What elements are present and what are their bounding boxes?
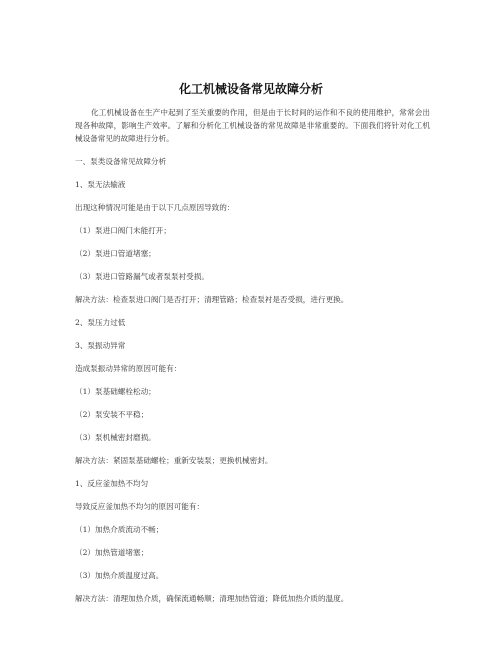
document-title: 化工机械设备常见故障分析 [178, 82, 323, 96]
list-item: （1）泵进口阀门未能打开； [75, 226, 171, 235]
body-text: 导致反应釜加热不均匀的原因可能有： [75, 502, 205, 511]
solution-text: 解决方法：紧固泵基础螺栓；重新安装泵；更换机械密封。 [75, 456, 273, 465]
list-item: （2）泵进口管道堵塞； [75, 249, 156, 258]
section-heading-pump: 一、泵类设备常见故障分析 [75, 157, 167, 166]
list-item: （2）加热管道堵塞； [75, 548, 149, 557]
item-heading: 1、泵无法输液 [75, 180, 126, 189]
list-item: （3）加热介质温度过高。 [75, 571, 164, 580]
body-text: 造成泵振动异常的原因可能有： [75, 364, 182, 373]
list-item: （3）泵机械密封磨损。 [75, 433, 156, 442]
body-text: 出现这种情况可能是由于以下几点原因导致的： [75, 203, 235, 212]
item-heading: 1、反应釜加热不均匀 [75, 479, 149, 488]
list-item: （1）加热介质流动不畅； [75, 525, 164, 534]
item-heading: 3、泵振动异常 [75, 341, 126, 350]
solution-text: 解决方法：清理加热介质，确保流通畅顺；清理加热管道；降低加热介质的温度。 [75, 594, 349, 603]
list-item: （1）泵基础螺栓松动； [75, 387, 156, 396]
intro-paragraph: 化工机械设备在生产中起到了至关重要的作用，但是由于长时间的运作和不良的使用维护，常常会出现各种故障，影响生产效率。了解和分析化工机械设备的常见故障是非常重要的。下面我们将针对化工机械设备常见的故障进行分析。 [75, 108, 430, 143]
solution-text: 解决方法：检查泵进口阀门是否打开；清理管路；检查泵衬是否受损，进行更换。 [75, 295, 349, 304]
list-item: （2）泵安装不平稳； [75, 410, 149, 419]
item-heading: 2、泵压力过低 [75, 318, 126, 327]
list-item: （3）泵进口管路漏气或者泵泵衬受损。 [75, 272, 209, 281]
